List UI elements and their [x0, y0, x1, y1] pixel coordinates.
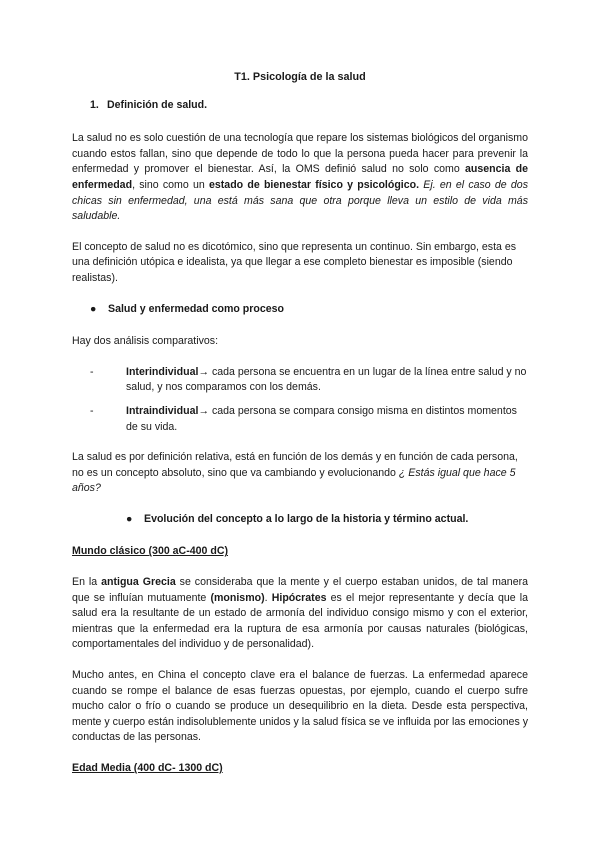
list-item-intraindividual	[90, 404, 528, 435]
paragraph-greece	[72, 575, 528, 653]
bold-text: (monismo)	[210, 591, 265, 604]
bullet-text: Salud y enfermedad como proceso	[108, 302, 285, 315]
text-run: se consideraba que la mente y el cuerpo estaban unidos, de tal manera que se influían mutuamente	[72, 576, 529, 604]
text-run: es el mejor representante y decía que la salud era la resultante de un estado de armonía del individuo consigo mismo y con el exterior, mientras que la enfermedad era la ruptura de esa armonía por causas naturales (biológicas, comportamentales del individuo y de personalidad).	[72, 591, 529, 651]
section-heading-1	[90, 98, 528, 114]
bullet-dot-icon: ●	[90, 302, 97, 315]
item-text: cada persona se compara consigo misma en distintos momentos de su vida.	[126, 404, 517, 433]
arrow-icon: →	[198, 365, 209, 378]
bullet-health-process	[90, 302, 528, 318]
bullet-dot-icon: ●	[126, 512, 133, 525]
heading-text: Definición de salud.	[107, 98, 208, 111]
section-middle-ages: Edad Media (400 dC- 1300 dC)	[72, 762, 223, 774]
arrow-icon: →	[198, 404, 209, 417]
document-title: T1. Psicología de la salud	[234, 71, 366, 83]
italic-example: Ej. en el caso de dos chicas sin enfermedad, una está más sana que otra porque lleva un estilo de vida más saludable.	[72, 178, 528, 223]
heading-number: 1.	[90, 98, 99, 111]
paragraph-comparative: Hay dos análisis comparativos:	[72, 335, 219, 348]
dash-marker: -	[90, 365, 94, 378]
bold-text: ausencia de enfermedad	[72, 163, 528, 191]
bullet-text: Evolución del concepto a lo largo de la historia y término actual.	[144, 512, 469, 525]
text-run: La salud no es solo cuestión de una tecnología que repare los sistemas biológicos del organismo cuando estos fallan, sino que depende de todo lo que la persona pueda hacer para prevenir la enfermedad y promover el bienestar. Así, la OMS definió salud no solo como	[72, 132, 528, 176]
bold-term: Intraindividual	[126, 404, 199, 417]
text-run: La salud es por definición relativa, está en función de los demás y en función de cada persona, no es un concepto absoluto, sino que va cambiando y evolucionando	[72, 451, 518, 479]
bullet-evolution	[126, 512, 528, 528]
text-run: , sino como un	[132, 178, 209, 191]
dash-marker: -	[90, 404, 94, 417]
bold-text: antigua Grecia	[101, 576, 176, 589]
list-item-interindividual	[90, 365, 528, 396]
paragraph-china: Mucho antes, en China el concepto clave era el balance de fuerzas. La enfermedad aparece cuando se rompe el balance de esas fuerzas opuestas, por ejemplo, cuando el cuerpo sufre mucho calor o frío o cuando se produce un desequilibrio en la dieta. Desde esta perspectiva, mente y cuerpo están indisolublemente unidos y la salud física se ve influida por las emociones y conductas de las personas.	[72, 669, 528, 744]
bold-text: estado de bienestar físico y psicológico.	[209, 178, 420, 191]
paragraph-relative-health	[72, 450, 528, 497]
item-text: cada persona se encuentra en un lugar de la línea entre salud y no salud, y nos comparamos con los demás.	[126, 365, 527, 394]
italic-question: ¿ Estás igual que hace 5 años?	[72, 466, 516, 495]
bold-text: Hipócrates	[271, 591, 327, 604]
text-run: En la	[72, 576, 102, 589]
text-run: .	[264, 591, 272, 604]
section-classical-world: Mundo clásico (300 aC-400 dC)	[72, 545, 229, 558]
paragraph-continuum: El concepto de salud no es dicotómico, sino que representa un continuo. Sin embargo, esta es una definición utópica e idealista, ya que llegar a ese completo bienestar es imposible (siendo realistas).	[72, 240, 517, 284]
paragraph-health-definition	[72, 131, 528, 225]
bold-term: Interindividual	[126, 365, 199, 378]
